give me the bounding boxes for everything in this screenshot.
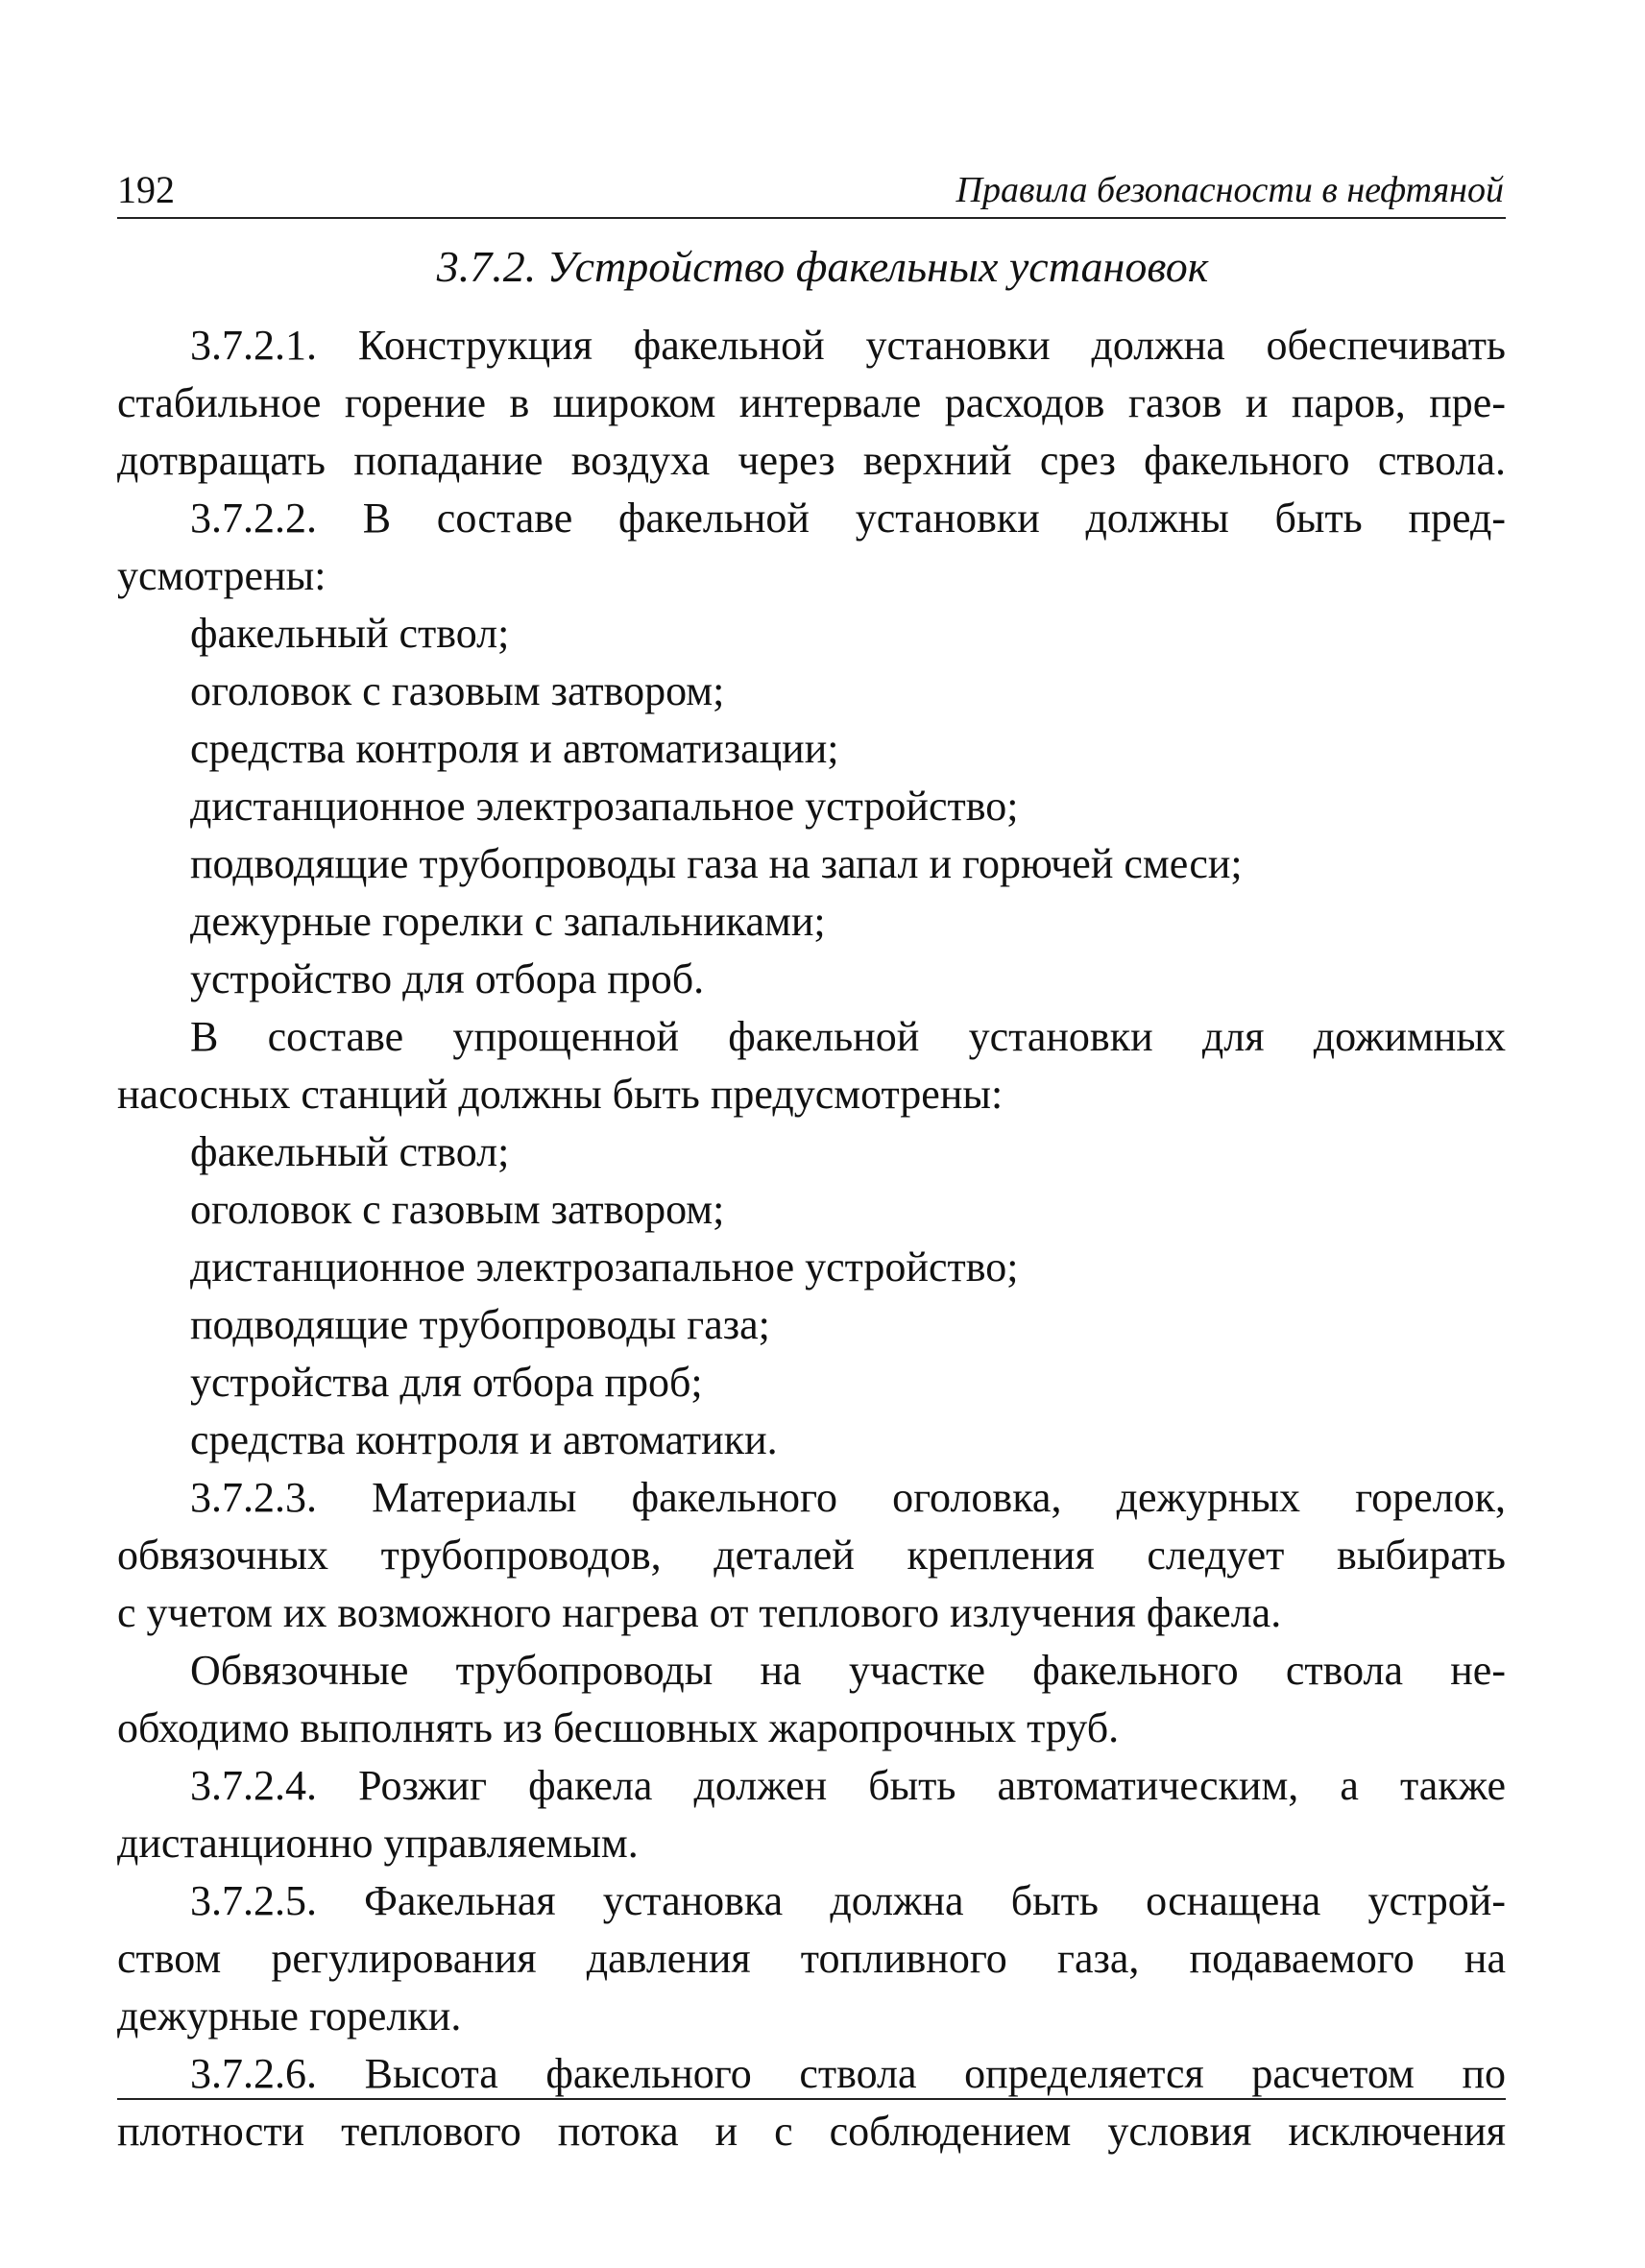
list-item: оголовок с газовым затвором; [190, 1186, 725, 1233]
list-item: дежурные горелки с запальниками; [190, 898, 826, 945]
text-line: стабильное горение в широком интервале расходов газов и паров, пре- [117, 379, 1506, 426]
list-item: факельный ствол; [190, 610, 510, 657]
list-item: факельный ствол; [190, 1128, 510, 1175]
text-line: Обвязочные трубопроводы на участке факельного ствола не- [190, 1647, 1506, 1694]
text-line: с учетом их возможного нагрева от теплового излучения факела. [117, 1589, 1282, 1636]
page-header [117, 163, 1506, 219]
text-line: 3.7.2.5. Факельная установка должна быть оснащена устрой- [190, 1877, 1506, 1924]
list-item: устройства для отбора проб; [190, 1359, 703, 1406]
text-line: 3.7.2.2. В составе факельной установки должны быть пред- [190, 495, 1506, 542]
section-title: 3.7.2. Устройство факельных установок [436, 242, 1209, 291]
list-item: подводящие трубопроводы газа на запал и горючей смеси; [190, 840, 1243, 887]
running-title: Правила безопасности в нефтяной [956, 170, 1504, 210]
list-item: дистанционное электрозапальное устройство; [190, 1243, 1019, 1291]
text-line: насосных станций должны быть предусмотрены: [117, 1071, 1004, 1118]
text-line: 3.7.2.3. Материалы факельного оголовка, дежурных горелок, [190, 1474, 1506, 1521]
body-text [117, 317, 1506, 2160]
list-item: средства контроля и автоматики. [190, 1416, 778, 1463]
text-line: В составе упрощенной факельной установки для дожимных [190, 1013, 1506, 1060]
text-line: дежурные горелки. [117, 1992, 462, 2039]
list-item: дистанционное электрозапальное устройство; [190, 783, 1019, 830]
text-line: обвязочных трубопроводов, деталей крепления следует выбирать [117, 1532, 1506, 1579]
text-line: ством регулирования давления топливного газа, подаваемого на [117, 1935, 1506, 1982]
text-line: дотвращать попадание воздуха через верхний срез факельного ствола. [117, 437, 1506, 484]
page-number: 192 [117, 168, 175, 211]
list-item: устройство для отбора проб. [190, 955, 705, 1002]
list-item: оголовок с газовым затвором; [190, 667, 725, 714]
text-line: усмотрены: [117, 552, 327, 599]
text-line: дистанционно управляемым. [117, 1820, 639, 1867]
text-line: 3.7.2.4. Розжиг факела должен быть автоматическим, а также [190, 1762, 1506, 1809]
text-line: плотности теплового потока и с соблюдением условия исключения [117, 2108, 1506, 2155]
text-line: 3.7.2.6. Высота факельного ствола определяется расчетом по [190, 2050, 1506, 2097]
text-line: обходимо выполнять из бесшовных жаропрочных труб. [117, 1704, 1120, 1751]
footer-rule [117, 2098, 1506, 2100]
list-item: средства контроля и автоматизации; [190, 725, 839, 772]
text-line: 3.7.2.1. Конструкция факельной установки должна обеспечивать [190, 322, 1506, 369]
list-item: подводящие трубопроводы газа; [190, 1301, 770, 1348]
